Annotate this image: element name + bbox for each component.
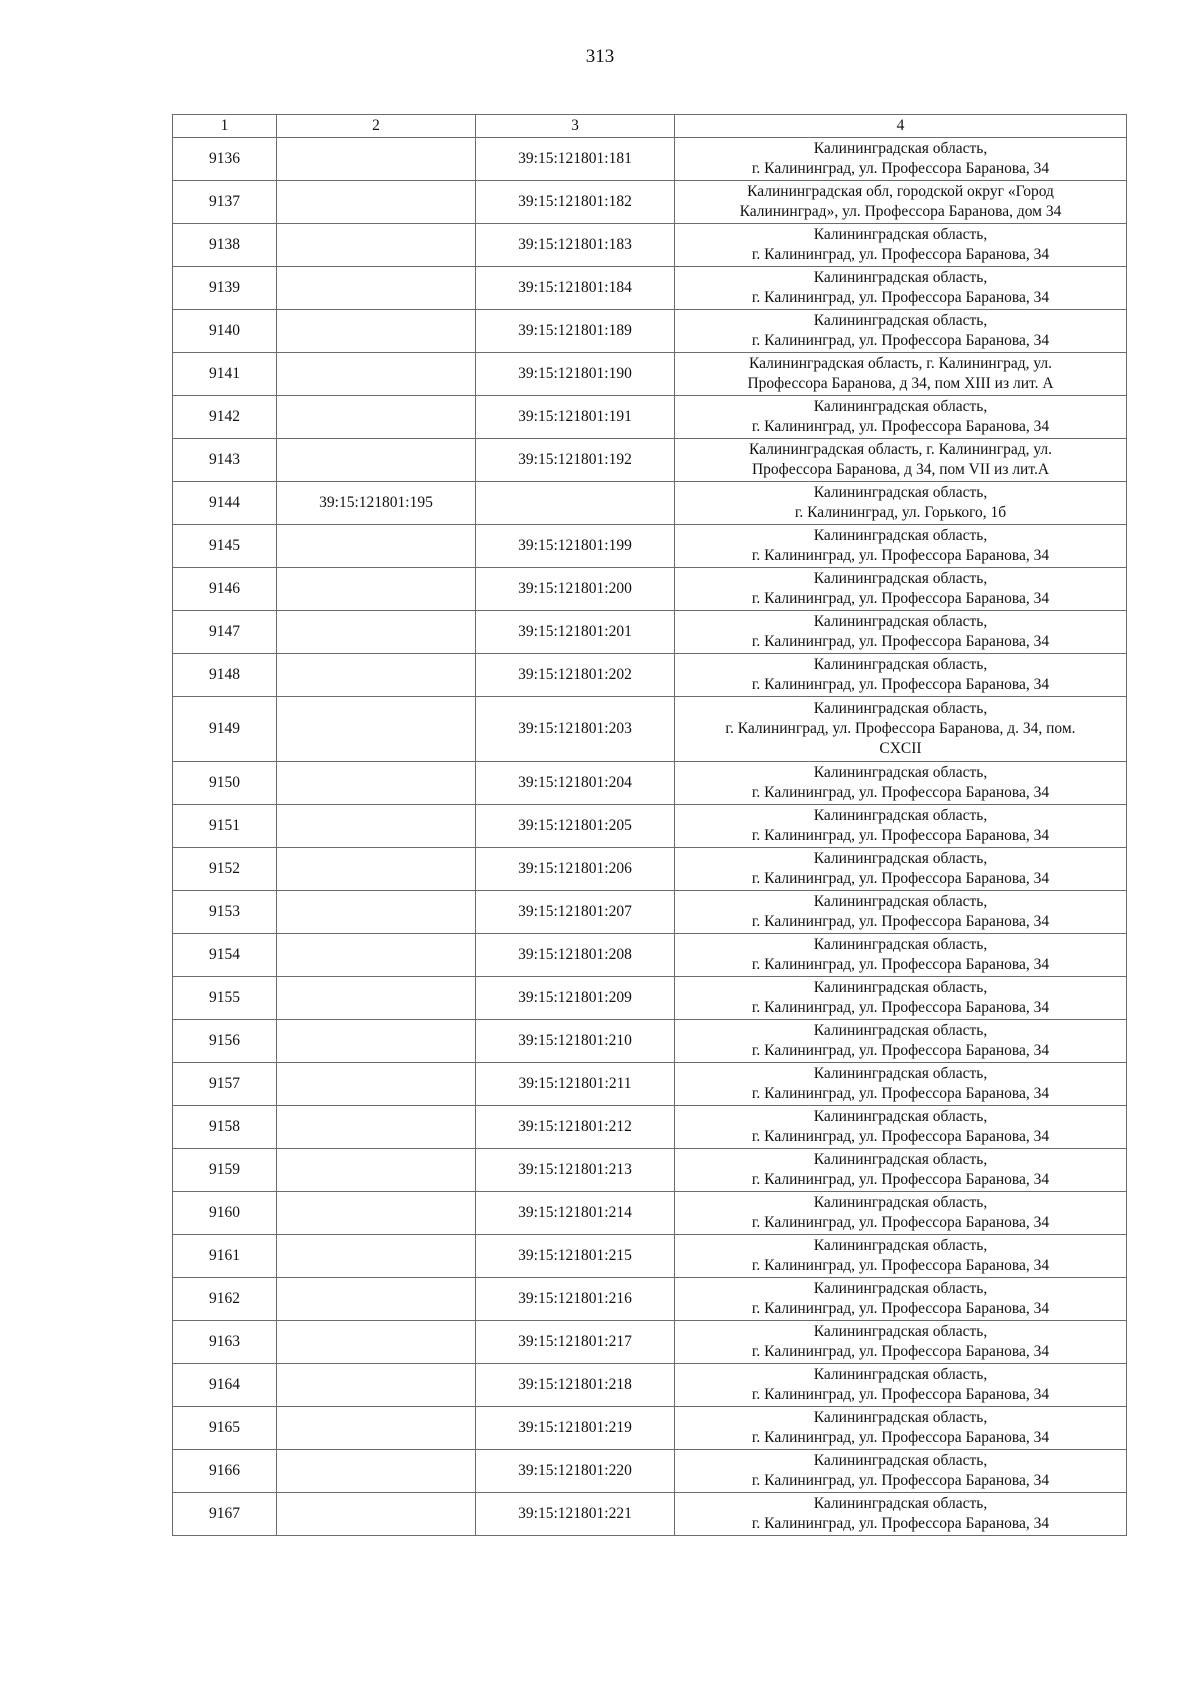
address-line: Калининградская область, bbox=[813, 398, 988, 415]
cadastral-number-cell-2 bbox=[277, 697, 476, 762]
address-line: Профессора Баранова, д 34, пом VII из лит.А bbox=[751, 461, 1050, 478]
row-number-cell: 9166 bbox=[173, 1450, 277, 1493]
address-cell bbox=[675, 934, 1127, 977]
address-line: г. Калининград, ул. Профессора Баранова, 34 bbox=[751, 956, 1050, 973]
address-line: г. Калининград, ул. Профессора Баранова, 34 bbox=[751, 418, 1050, 435]
table-row bbox=[173, 353, 1127, 396]
address-line: Калининградская область, bbox=[813, 484, 988, 501]
cadastral-number-cell-3: 39:15:121801:204 bbox=[476, 762, 675, 805]
page-number: 313 bbox=[585, 46, 615, 67]
cadastral-number-cell-2 bbox=[277, 181, 476, 224]
row-number-cell: 9136 bbox=[173, 138, 277, 181]
table-row bbox=[173, 1192, 1127, 1235]
table-row bbox=[173, 805, 1127, 848]
cadastral-number-cell-2 bbox=[277, 267, 476, 310]
address-line: Калининградская обл, городской округ «Город bbox=[747, 183, 1054, 200]
address-line: г. Калининград, ул. Профессора Баранова, 34 bbox=[751, 1300, 1050, 1317]
row-number-cell: 9160 bbox=[173, 1192, 277, 1235]
row-number-cell: 9153 bbox=[173, 891, 277, 934]
table-row bbox=[173, 1493, 1127, 1536]
address-line: г. Калининград, ул. Профессора Баранова, 34 bbox=[751, 246, 1050, 263]
address-line: г. Калининград, ул. Профессора Баранова, 34 bbox=[751, 1343, 1050, 1360]
cadastral-number-cell-3: 39:15:121801:221 bbox=[476, 1493, 675, 1536]
table-row bbox=[173, 1321, 1127, 1364]
address-line: Калининградская область, bbox=[813, 1237, 988, 1254]
cadastral-number-cell-2 bbox=[277, 1364, 476, 1407]
address-cell bbox=[675, 805, 1127, 848]
address-cell bbox=[675, 697, 1127, 762]
address-line: г. Калининград, ул. Профессора Баранова, 34 bbox=[751, 870, 1050, 887]
address-line: г. Калининград, ул. Профессора Баранова, 34 bbox=[751, 1472, 1050, 1489]
address-cell bbox=[675, 1493, 1127, 1536]
address-line: г. Калининград, ул. Профессора Баранова, 34 bbox=[751, 590, 1050, 607]
table-row bbox=[173, 1278, 1127, 1321]
table-row bbox=[173, 611, 1127, 654]
address-line: г. Калининград, ул. Профессора Баранова, 34 bbox=[751, 332, 1050, 349]
address-cell bbox=[675, 1192, 1127, 1235]
address-line: Калининградская область, bbox=[813, 807, 988, 824]
row-number-cell: 9154 bbox=[173, 934, 277, 977]
address-line: г. Калининград, ул. Профессора Баранова, 34 bbox=[751, 1042, 1050, 1059]
row-number-cell: 9144 bbox=[173, 482, 277, 525]
cadastral-number-cell-2 bbox=[277, 1020, 476, 1063]
address-line: г. Калининград, ул. Горького, 1б bbox=[794, 504, 1007, 521]
address-line: Калининградская область, bbox=[813, 1022, 988, 1039]
cadastral-number-cell-3 bbox=[476, 482, 675, 525]
address-cell bbox=[675, 439, 1127, 482]
address-line: г. Калининград, ул. Профессора Баранова, 34 bbox=[751, 999, 1050, 1016]
address-line: Калининградская область, bbox=[813, 1323, 988, 1340]
address-line: г. Калининград, ул. Профессора Баранова, 34 bbox=[751, 1128, 1050, 1145]
cadastral-number-cell-3: 39:15:121801:192 bbox=[476, 439, 675, 482]
address-line: Калининградская область, bbox=[813, 1409, 988, 1426]
address-cell bbox=[675, 762, 1127, 805]
row-number-cell: 9167 bbox=[173, 1493, 277, 1536]
cadastral-number-cell-2 bbox=[277, 977, 476, 1020]
address-cell bbox=[675, 525, 1127, 568]
table-row bbox=[173, 439, 1127, 482]
cadastral-number-cell-2 bbox=[277, 224, 476, 267]
address-cell bbox=[675, 1020, 1127, 1063]
cadastral-number-cell-2 bbox=[277, 439, 476, 482]
table-header bbox=[173, 115, 1127, 138]
address-cell bbox=[675, 1235, 1127, 1278]
cadastral-number-cell-2 bbox=[277, 138, 476, 181]
address-line: Калининградская область, bbox=[813, 656, 988, 673]
address-line: Калининградская область, г. Калининград, ул. bbox=[748, 355, 1053, 372]
table-row bbox=[173, 654, 1127, 697]
cadastral-number-cell-3: 39:15:121801:211 bbox=[476, 1063, 675, 1106]
address-line: Калининградская область, bbox=[813, 269, 988, 286]
address-line: Калининградская область, bbox=[813, 613, 988, 630]
address-cell bbox=[675, 1407, 1127, 1450]
address-line: г. Калининград, ул. Профессора Баранова, 34 bbox=[751, 1085, 1050, 1102]
column-header-1: 1 bbox=[173, 115, 277, 138]
column-header-4: 4 bbox=[675, 115, 1127, 138]
cadastral-number-cell-3: 39:15:121801:206 bbox=[476, 848, 675, 891]
address-line: г. Калининград, ул. Профессора Баранова, д. 34, пом. bbox=[725, 720, 1076, 737]
cadastral-number-cell-2 bbox=[277, 1063, 476, 1106]
address-line: Калининградская область, bbox=[813, 1495, 988, 1512]
address-cell bbox=[675, 310, 1127, 353]
table-row bbox=[173, 396, 1127, 439]
cadastral-number-cell-2 bbox=[277, 654, 476, 697]
address-cell bbox=[675, 224, 1127, 267]
row-number-cell: 9165 bbox=[173, 1407, 277, 1450]
address-line: Калининградская область, bbox=[813, 979, 988, 996]
table-row bbox=[173, 1450, 1127, 1493]
address-line: Калининградская область, bbox=[813, 936, 988, 953]
cadastral-number-cell-2 bbox=[277, 848, 476, 891]
address-line: г. Калининград, ул. Профессора Баранова, 34 bbox=[751, 160, 1050, 177]
cadastral-number-cell-2 bbox=[277, 891, 476, 934]
address-cell bbox=[675, 977, 1127, 1020]
cadastral-number-cell-2 bbox=[277, 525, 476, 568]
cadastral-number-cell-3: 39:15:121801:183 bbox=[476, 224, 675, 267]
address-line: Калининградская область, bbox=[813, 1194, 988, 1211]
address-line: Калининградская область, bbox=[813, 700, 988, 717]
row-number-cell: 9163 bbox=[173, 1321, 277, 1364]
table-row bbox=[173, 310, 1127, 353]
address-line: г. Калининград, ул. Профессора Баранова, 34 bbox=[751, 547, 1050, 564]
cadastral-number-cell-3: 39:15:121801:209 bbox=[476, 977, 675, 1020]
table-row bbox=[173, 482, 1127, 525]
cadastral-number-cell-2 bbox=[277, 1321, 476, 1364]
address-cell bbox=[675, 654, 1127, 697]
table-row bbox=[173, 934, 1127, 977]
cadastral-number-cell-3: 39:15:121801:213 bbox=[476, 1149, 675, 1192]
address-line: Калининградская область, bbox=[813, 1108, 988, 1125]
address-line: Калининград», ул. Профессора Баранова, дом 34 bbox=[739, 203, 1062, 220]
cadastral-number-cell-3: 39:15:121801:218 bbox=[476, 1364, 675, 1407]
address-line: г. Калининград, ул. Профессора Баранова, 34 bbox=[751, 1214, 1050, 1231]
address-line: CXCII bbox=[879, 740, 922, 757]
table-row bbox=[173, 1364, 1127, 1407]
cadastral-number-cell-3: 39:15:121801:184 bbox=[476, 267, 675, 310]
table-body bbox=[173, 138, 1127, 1536]
cadastral-number-cell-3: 39:15:121801:203 bbox=[476, 697, 675, 762]
cadastral-number-cell-3: 39:15:121801:214 bbox=[476, 1192, 675, 1235]
cadastral-number-cell-3: 39:15:121801:217 bbox=[476, 1321, 675, 1364]
address-line: г. Калининград, ул. Профессора Баранова, 34 bbox=[751, 676, 1050, 693]
cadastral-number-cell-2 bbox=[277, 310, 476, 353]
cadastral-number-cell-2 bbox=[277, 1106, 476, 1149]
cadastral-number-cell-3: 39:15:121801:181 bbox=[476, 138, 675, 181]
table-row bbox=[173, 697, 1127, 762]
address-line: Калининградская область, bbox=[813, 893, 988, 910]
row-number-cell: 9157 bbox=[173, 1063, 277, 1106]
address-line: г. Калининград, ул. Профессора Баранова, 34 bbox=[751, 827, 1050, 844]
address-line: Профессора Баранова, д 34, пом XIII из лит. А bbox=[747, 375, 1054, 392]
row-number-cell: 9147 bbox=[173, 611, 277, 654]
row-number-cell: 9139 bbox=[173, 267, 277, 310]
cadastral-number-cell-3: 39:15:121801:202 bbox=[476, 654, 675, 697]
cadastral-number-cell-3: 39:15:121801:212 bbox=[476, 1106, 675, 1149]
table-row bbox=[173, 181, 1127, 224]
row-number-cell: 9146 bbox=[173, 568, 277, 611]
address-line: г. Калининград, ул. Профессора Баранова, 34 bbox=[751, 1429, 1050, 1446]
column-header-3: 3 bbox=[476, 115, 675, 138]
address-cell bbox=[675, 1278, 1127, 1321]
address-cell bbox=[675, 138, 1127, 181]
cadastral-number-cell-2 bbox=[277, 1278, 476, 1321]
table-row bbox=[173, 1235, 1127, 1278]
address-cell bbox=[675, 396, 1127, 439]
cadastral-number-cell-3: 39:15:121801:219 bbox=[476, 1407, 675, 1450]
cadastral-number-cell-3: 39:15:121801:208 bbox=[476, 934, 675, 977]
cadastral-number-cell-3: 39:15:121801:201 bbox=[476, 611, 675, 654]
address-line: г. Калининград, ул. Профессора Баранова, 34 bbox=[751, 913, 1050, 930]
cadastral-number-cell-2 bbox=[277, 611, 476, 654]
table-row bbox=[173, 267, 1127, 310]
cadastral-number-cell-3: 39:15:121801:190 bbox=[476, 353, 675, 396]
row-number-cell: 9140 bbox=[173, 310, 277, 353]
address-line: Калининградская область, bbox=[813, 312, 988, 329]
address-line: Калининградская область, bbox=[813, 527, 988, 544]
cadastral-number-cell-2 bbox=[277, 1493, 476, 1536]
register-table bbox=[172, 114, 1127, 1536]
cadastral-number-cell-3: 39:15:121801:220 bbox=[476, 1450, 675, 1493]
cadastral-number-cell-3: 39:15:121801:200 bbox=[476, 568, 675, 611]
cadastral-number-cell-2 bbox=[277, 1235, 476, 1278]
row-number-cell: 9137 bbox=[173, 181, 277, 224]
address-cell bbox=[675, 568, 1127, 611]
table-row bbox=[173, 568, 1127, 611]
cadastral-number-cell-3: 39:15:121801:205 bbox=[476, 805, 675, 848]
cadastral-number-cell-3: 39:15:121801:191 bbox=[476, 396, 675, 439]
table-row bbox=[173, 762, 1127, 805]
row-number-cell: 9151 bbox=[173, 805, 277, 848]
cadastral-number-cell-2 bbox=[277, 1149, 476, 1192]
row-number-cell: 9142 bbox=[173, 396, 277, 439]
address-cell bbox=[675, 1063, 1127, 1106]
address-cell bbox=[675, 1106, 1127, 1149]
address-line: Калининградская область, bbox=[813, 570, 988, 587]
address-cell bbox=[675, 891, 1127, 934]
row-number-cell: 9138 bbox=[173, 224, 277, 267]
address-line: г. Калининград, ул. Профессора Баранова, 34 bbox=[751, 633, 1050, 650]
address-line: г. Калининград, ул. Профессора Баранова, 34 bbox=[751, 1171, 1050, 1188]
address-line: Калининградская область, bbox=[813, 1151, 988, 1168]
address-line: Калининградская область, bbox=[813, 1366, 988, 1383]
cadastral-number-cell-2 bbox=[277, 396, 476, 439]
address-line: Калининградская область, bbox=[813, 226, 988, 243]
address-line: г. Калининград, ул. Профессора Баранова, 34 bbox=[751, 1386, 1050, 1403]
cadastral-number-cell-2 bbox=[277, 353, 476, 396]
cadastral-number-cell-3: 39:15:121801:210 bbox=[476, 1020, 675, 1063]
row-number-cell: 9155 bbox=[173, 977, 277, 1020]
row-number-cell: 9149 bbox=[173, 697, 277, 762]
address-cell bbox=[675, 611, 1127, 654]
column-header-2: 2 bbox=[277, 115, 476, 138]
cadastral-number-cell-2 bbox=[277, 762, 476, 805]
cadastral-number-cell-3: 39:15:121801:216 bbox=[476, 1278, 675, 1321]
cadastral-number-cell-3: 39:15:121801:215 bbox=[476, 1235, 675, 1278]
address-line: Калининградская область, г. Калининград, ул. bbox=[748, 441, 1053, 458]
cadastral-number-cell-2 bbox=[277, 568, 476, 611]
address-line: Калининградская область, bbox=[813, 1065, 988, 1082]
address-line: Калининградская область, bbox=[813, 850, 988, 867]
row-number-cell: 9145 bbox=[173, 525, 277, 568]
cadastral-number-cell-2 bbox=[277, 1407, 476, 1450]
table-row bbox=[173, 1149, 1127, 1192]
address-cell bbox=[675, 181, 1127, 224]
table-row bbox=[173, 138, 1127, 181]
address-line: г. Калининград, ул. Профессора Баранова, 34 bbox=[751, 1257, 1050, 1274]
table-row bbox=[173, 891, 1127, 934]
row-number-cell: 9152 bbox=[173, 848, 277, 891]
address-cell bbox=[675, 267, 1127, 310]
table-row bbox=[173, 1020, 1127, 1063]
row-number-cell: 9156 bbox=[173, 1020, 277, 1063]
cadastral-number-cell-3: 39:15:121801:189 bbox=[476, 310, 675, 353]
address-cell bbox=[675, 482, 1127, 525]
cadastral-number-cell-2 bbox=[277, 1192, 476, 1235]
cadastral-number-cell-2 bbox=[277, 805, 476, 848]
table-row bbox=[173, 1106, 1127, 1149]
table-row bbox=[173, 224, 1127, 267]
address-line: г. Калининград, ул. Профессора Баранова, 34 bbox=[751, 784, 1050, 801]
table-row bbox=[173, 1063, 1127, 1106]
address-cell bbox=[675, 1364, 1127, 1407]
row-number-cell: 9141 bbox=[173, 353, 277, 396]
row-number-cell: 9148 bbox=[173, 654, 277, 697]
row-number-cell: 9164 bbox=[173, 1364, 277, 1407]
address-line: г. Калининград, ул. Профессора Баранова, 34 bbox=[751, 1515, 1050, 1532]
cadastral-number-cell-3: 39:15:121801:182 bbox=[476, 181, 675, 224]
cadastral-number-cell-3: 39:15:121801:199 bbox=[476, 525, 675, 568]
address-cell bbox=[675, 1321, 1127, 1364]
table-row bbox=[173, 977, 1127, 1020]
row-number-cell: 9159 bbox=[173, 1149, 277, 1192]
header-row bbox=[173, 115, 1127, 138]
cadastral-number-cell-2 bbox=[277, 1450, 476, 1493]
cadastral-number-cell-2: 39:15:121801:195 bbox=[277, 482, 476, 525]
address-cell bbox=[675, 353, 1127, 396]
table-row bbox=[173, 1407, 1127, 1450]
cadastral-number-cell-3: 39:15:121801:207 bbox=[476, 891, 675, 934]
row-number-cell: 9150 bbox=[173, 762, 277, 805]
row-number-cell: 9162 bbox=[173, 1278, 277, 1321]
address-cell bbox=[675, 1450, 1127, 1493]
address-line: Калининградская область, bbox=[813, 764, 988, 781]
table-row bbox=[173, 525, 1127, 568]
address-cell bbox=[675, 848, 1127, 891]
address-line: г. Калининград, ул. Профессора Баранова, 34 bbox=[751, 289, 1050, 306]
address-line: Калининградская область, bbox=[813, 1452, 988, 1469]
row-number-cell: 9143 bbox=[173, 439, 277, 482]
address-line: Калининградская область, bbox=[813, 140, 988, 157]
table-row bbox=[173, 848, 1127, 891]
address-cell bbox=[675, 1149, 1127, 1192]
row-number-cell: 9161 bbox=[173, 1235, 277, 1278]
cadastral-number-cell-2 bbox=[277, 934, 476, 977]
row-number-cell: 9158 bbox=[173, 1106, 277, 1149]
address-line: Калининградская область, bbox=[813, 1280, 988, 1297]
